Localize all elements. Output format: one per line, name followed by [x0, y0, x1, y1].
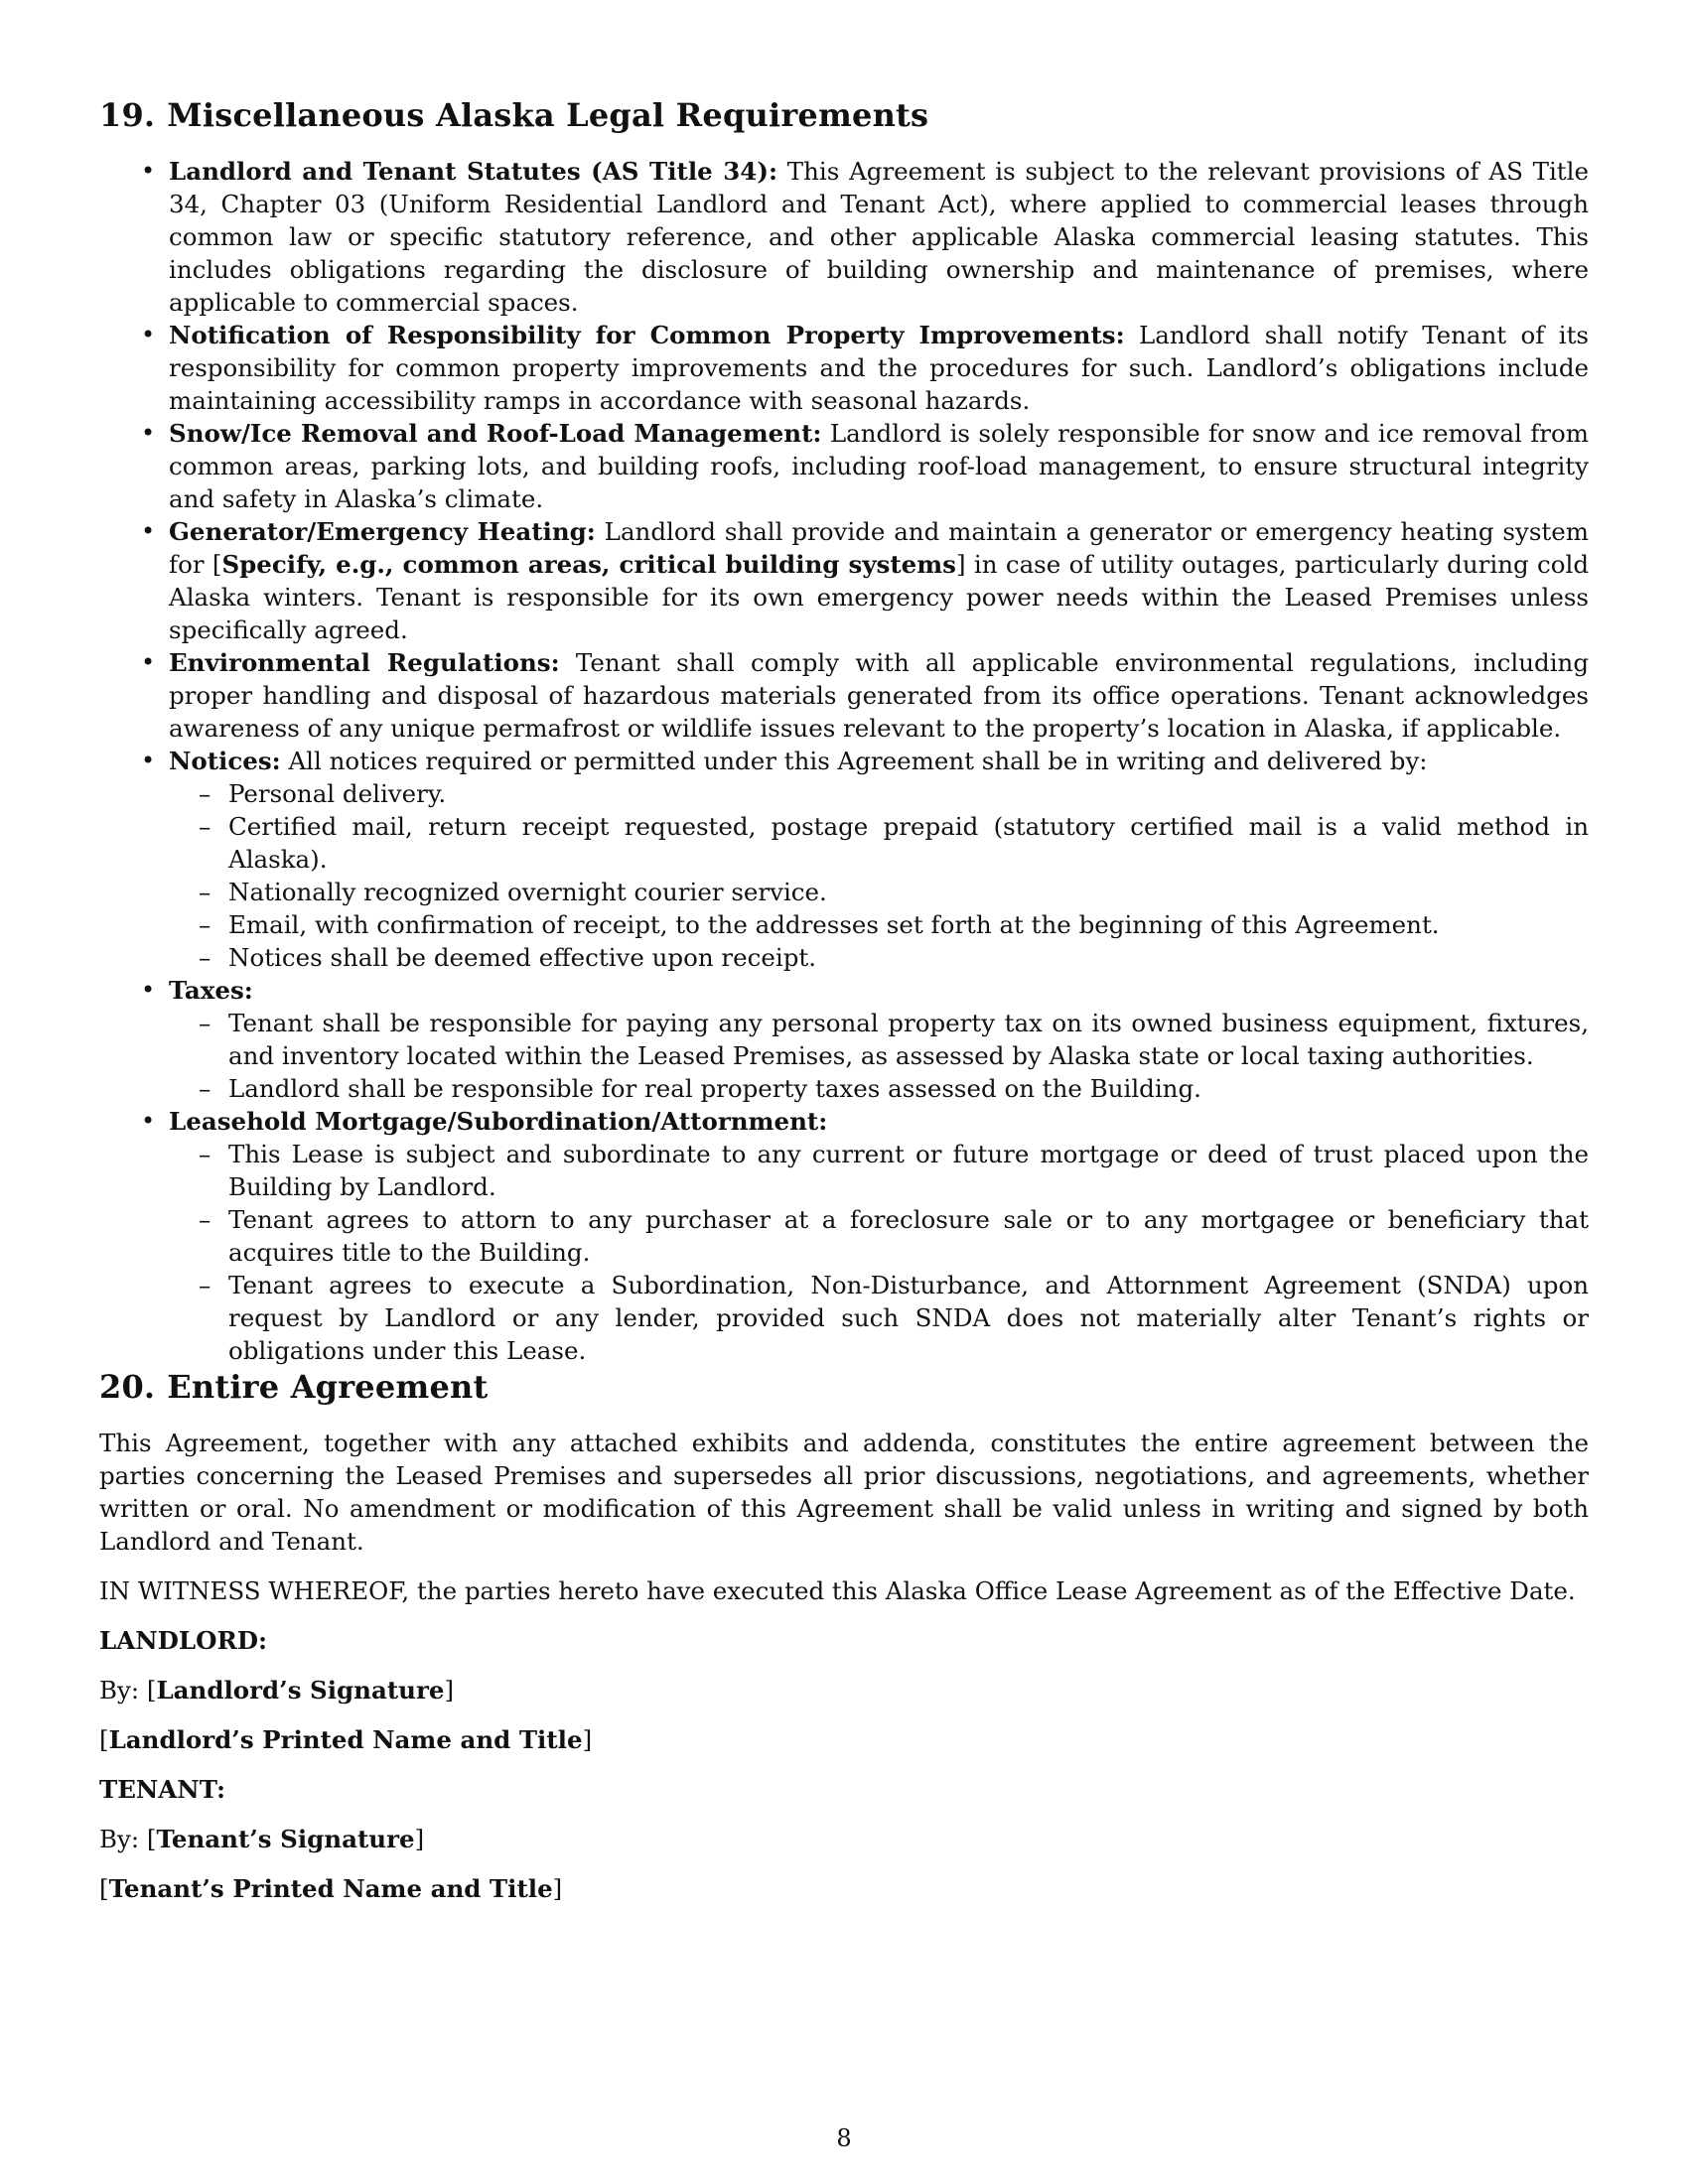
list-item-landlord-tenant-statutes — [169, 155, 1589, 319]
item-text: Landlord is solely responsible for snow and ice removal from common areas, parking lots, and building roofs, including roof-load management, to ensure structural integrity and safety in Alaska’s climate. — [169, 419, 1589, 513]
section-20-title: Entire Agreement — [167, 1368, 489, 1406]
item-text: Tenant shall comply with all applicable environmental regulations, including proper handling and disposal of hazardous materials generated from its office operations. Tenant acknowledges awareness of any unique permafrost or wildlife issues relevant to the property’s location in Alaska, if applicable. — [169, 648, 1590, 743]
tenant-name-placeholder: Tenant’s Printed Name and Title — [108, 1874, 553, 1903]
item-lead: Leasehold Mortgage/Subordination/Attornment: — [169, 1107, 828, 1136]
list-item-environmental-regulations — [169, 646, 1589, 745]
item-lead: Taxes: — [169, 976, 253, 1005]
taxes-sublist — [169, 1007, 1589, 1105]
sub-item: – Landlord shall be responsible for real property taxes assessed on the Building. — [228, 1072, 1589, 1105]
sub-item: – Personal delivery. — [228, 777, 1589, 810]
list-item-common-property-notification — [169, 319, 1589, 417]
sub-item: – Notices shall be deemed effective upon receipt. — [228, 941, 1589, 974]
section-20-number: 20. — [99, 1368, 156, 1406]
item-lead: Snow/Ice Removal and Roof-Load Management: — [169, 419, 822, 448]
item-lead: Notices: — [169, 747, 281, 775]
page-number: 8 — [836, 2124, 852, 2152]
mortgage-sublist — [169, 1138, 1589, 1367]
item-lead: Generator/Emergency Heating: — [169, 517, 596, 546]
section-19-title: Miscellaneous Alaska Legal Requirements — [167, 96, 929, 134]
witness-paragraph: IN WITNESS WHEREOF, the parties hereto have executed this Alaska Office Lease Agreement as of the Effective Date. — [99, 1576, 1576, 1605]
tenant-signature-line: By: [Tenant’s Signature] — [99, 1825, 425, 1853]
tenant-signature-placeholder: Tenant’s Signature — [156, 1825, 415, 1853]
sub-item: – This Lease is subject and subordinate to any current or future mortgage or deed of trust placed upon the Building by Landlord. — [228, 1138, 1589, 1203]
sub-item: – Email, with confirmation of receipt, to the addresses set forth at the beginning of this Agreement. — [228, 908, 1589, 941]
item-text: All notices required or permitted under this Agreement shall be in writing and delivered by: — [280, 747, 1428, 775]
sub-item: – Tenant shall be responsible for paying any personal property tax on its owned business equipment, fixtures, and inventory located within the Leased Premises, as assessed by Alaska state or local taxing authorities. — [228, 1007, 1589, 1072]
sub-item: – Tenant agrees to attorn to any purchaser at a foreclosure sale or to any mortgagee or beneficiary that acquires title to the Building. — [228, 1203, 1589, 1269]
entire-agreement-paragraph: This Agreement, together with any attached exhibits and addenda, constitutes the entire agreement between the parties concerning the Leased Premises and supersedes all prior discussions, negotiations, and agreements, whether written or oral. No amendment or modification of this Agreement shall be valid unless in writing and signed by both Landlord and Tenant. — [99, 1429, 1589, 1556]
section-19-list — [99, 155, 1589, 1367]
tenant-label: TENANT: — [99, 1775, 226, 1804]
placeholder-specify: Specify, e.g., common areas, critical building systems — [221, 550, 956, 579]
notices-sublist — [169, 777, 1589, 974]
item-text-after: ] in case of utility outages, particularly during cold Alaska winters. Tenant is responsible for its own emergency power needs within the Leased Premises unless specifically agreed. — [169, 550, 1589, 644]
section-19-number: 19. — [99, 96, 156, 134]
sub-item: – Certified mail, return receipt requested, postage prepaid (statutory certified mail is a valid method in Alaska). — [228, 810, 1589, 876]
by-label: By: — [99, 1825, 147, 1853]
list-item-notices — [169, 745, 1589, 974]
item-text: Landlord shall notify Tenant of its responsibility for common property improvements and the procedures for such. Landlord’s obligations include maintaining accessibility ramps in accordance with seasonal hazards. — [169, 321, 1589, 415]
list-item-taxes — [169, 974, 1589, 1105]
landlord-signature-placeholder: Landlord’s Signature — [156, 1676, 445, 1705]
tenant-name-line: [Tenant’s Printed Name and Title] — [99, 1874, 563, 1903]
list-item-generator-heating — [169, 515, 1589, 646]
section-20-heading — [99, 1367, 1589, 1407]
landlord-signature-line: By: [Landlord’s Signature] — [99, 1676, 455, 1705]
item-lead: Landlord and Tenant Statutes (AS Title 34): — [169, 157, 777, 186]
sub-item: – Tenant agrees to execute a Subordination, Non-Disturbance, and Attornment Agreement (SNDA) upon request by Landlord or any lender, provided such SNDA does not materially alter Tenant’s rights or obligations under this Lease. — [228, 1269, 1589, 1367]
section-19-heading — [99, 95, 1589, 135]
item-text-before: Landlord shall provide and maintain a generator or emergency heating system for [ — [169, 517, 1589, 579]
item-lead: Environmental Regulations: — [169, 648, 560, 677]
document-page — [99, 95, 1589, 1922]
list-item-leasehold-mortgage — [169, 1105, 1589, 1367]
list-item-snow-ice-removal — [169, 417, 1589, 515]
by-label: By: — [99, 1676, 147, 1705]
item-text: This Agreement is subject to the relevant provisions of AS Title 34, Chapter 03 (Uniform Residential Landlord and Tenant Act), where applied to commercial leases through common law or specific statutory reference, and other applicable Alaska commercial leasing statutes. This includes obligations regarding the disclosure of building ownership and maintenance of premises, where applicable to commercial spaces. — [169, 157, 1589, 317]
landlord-name-line: [Landlord’s Printed Name and Title] — [99, 1725, 593, 1754]
landlord-name-placeholder: Landlord’s Printed Name and Title — [108, 1725, 583, 1754]
sub-item: – Nationally recognized overnight courier service. — [228, 876, 1589, 908]
landlord-label: LANDLORD: — [99, 1626, 268, 1655]
item-lead: Notification of Responsibility for Common Property Improvements: — [169, 321, 1125, 349]
